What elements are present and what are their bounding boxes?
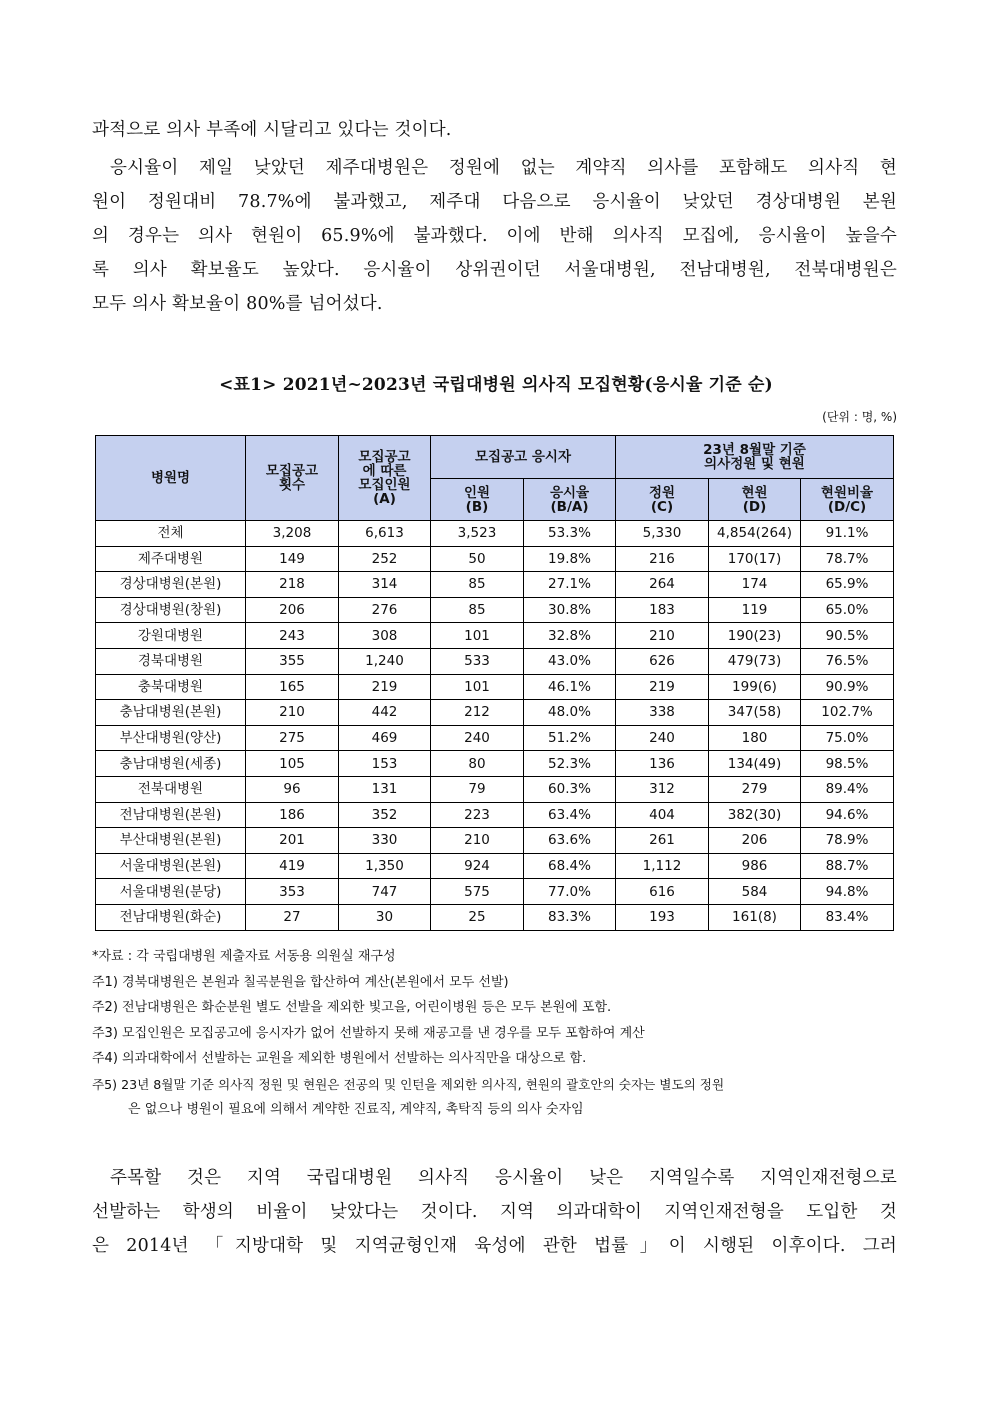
cell-ratio: 98.5% (801, 751, 894, 777)
cell-applicants: 212 (431, 700, 524, 726)
cell-rate: 51.2% (524, 725, 616, 751)
cell-quota: 210 (616, 623, 709, 649)
table-row (96, 521, 894, 547)
cell-recruits: 308 (339, 623, 431, 649)
note-5-continued: 은 없으나 병원이 필요에 의해서 계약한 진료직, 계약직, 촉탁직 등의 의사 숫자임 (128, 1102, 584, 1117)
cell-recruits: 330 (339, 828, 431, 854)
cell-applicants: 85 (431, 597, 524, 623)
cell-hospital: 전남대병원(화순) (96, 904, 246, 930)
cell-rate: 83.3% (524, 904, 616, 930)
header-current: 현원 (D) (709, 479, 801, 521)
cell-count: 149 (246, 546, 339, 572)
intro-paragraph-2 (92, 151, 897, 321)
cell-count: 243 (246, 623, 339, 649)
cell-rate: 27.1% (524, 572, 616, 598)
paragraph-line: 주목할 것은 지역 국립대병원 의사직 응시율이 낮은 지역일수록 지역인재전형으로 (110, 1168, 897, 1188)
cell-rate: 32.8% (524, 623, 616, 649)
cell-recruits: 30 (339, 904, 431, 930)
cell-current: 134(49) (709, 751, 801, 777)
cell-rate: 68.4% (524, 853, 616, 879)
cell-hospital: 경북대병원 (96, 648, 246, 674)
cell-quota: 404 (616, 802, 709, 828)
cell-quota: 1,112 (616, 853, 709, 879)
cell-ratio: 94.8% (801, 879, 894, 905)
cell-applicants: 25 (431, 904, 524, 930)
table-row (96, 751, 894, 777)
cell-current: 161(8) (709, 904, 801, 930)
cell-current: 479(73) (709, 648, 801, 674)
cell-applicants: 50 (431, 546, 524, 572)
note-1: 주1) 경북대병원은 본원과 칠곡분원을 합산하여 계산(본원에서 모두 선발) (92, 974, 509, 990)
table-row (96, 828, 894, 854)
cell-count: 419 (246, 853, 339, 879)
cell-applicants: 3,523 (431, 521, 524, 547)
table-row (96, 674, 894, 700)
cell-rate: 48.0% (524, 700, 616, 726)
cell-applicants: 924 (431, 853, 524, 879)
header-quota: 정원 (C) (616, 479, 709, 521)
cell-current: 347(58) (709, 700, 801, 726)
cell-count: 206 (246, 597, 339, 623)
cell-ratio: 90.9% (801, 674, 894, 700)
cell-quota: 216 (616, 546, 709, 572)
cell-current: 199(6) (709, 674, 801, 700)
cell-current: 4,854(264) (709, 521, 801, 547)
cell-ratio: 88.7% (801, 853, 894, 879)
cell-rate: 43.0% (524, 648, 616, 674)
cell-applicants: 101 (431, 623, 524, 649)
table-row (96, 802, 894, 828)
cell-ratio: 89.4% (801, 776, 894, 802)
cell-hospital: 전북대병원 (96, 776, 246, 802)
cell-count: 355 (246, 648, 339, 674)
note-source: *자료 : 각 국립대병원 제출자료 서동용 의원실 재구성 (92, 949, 396, 964)
note-3: 주3) 모집인원은 모집공고에 응시자가 없어 선발하지 못해 재공고를 낸 경우를 모두 포함하여 계산 (92, 1025, 645, 1041)
cell-applicants: 85 (431, 572, 524, 598)
cell-count: 201 (246, 828, 339, 854)
cell-recruits: 469 (339, 725, 431, 751)
cell-current: 986 (709, 853, 801, 879)
cell-hospital: 서울대병원(본원) (96, 853, 246, 879)
cell-recruits: 276 (339, 597, 431, 623)
closing-paragraph (92, 1161, 897, 1263)
cell-applicants: 101 (431, 674, 524, 700)
intro-paragraph-1 (92, 113, 897, 147)
cell-ratio: 65.0% (801, 597, 894, 623)
cell-rate: 77.0% (524, 879, 616, 905)
cell-count: 218 (246, 572, 339, 598)
cell-hospital: 부산대병원(양산) (96, 725, 246, 751)
cell-rate: 60.3% (524, 776, 616, 802)
cell-ratio: 76.5% (801, 648, 894, 674)
cell-current: 180 (709, 725, 801, 751)
cell-quota: 264 (616, 572, 709, 598)
cell-quota: 626 (616, 648, 709, 674)
cell-quota: 5,330 (616, 521, 709, 547)
table-row (96, 904, 894, 930)
cell-count: 165 (246, 674, 339, 700)
cell-current: 174 (709, 572, 801, 598)
cell-ratio: 65.9% (801, 572, 894, 598)
header-ratio: 현원비율 (D/C) (801, 479, 894, 521)
recruitment-table (95, 435, 894, 931)
paragraph-line: 선발하는 학생의 비율이 낮았다는 것이다. 지역 의과대학이 지역인재전형을 도입한 것 (92, 1202, 897, 1222)
cell-applicants: 240 (431, 725, 524, 751)
cell-recruits: 442 (339, 700, 431, 726)
table-unit-label: (단위 : 명, %) (822, 410, 897, 424)
table-row (96, 623, 894, 649)
note-2: 주2) 전남대병원은 화순분원 별도 선발을 제외한 빛고을, 어린이병원 등은 모두 본원에 포함. (92, 1000, 612, 1015)
cell-current: 584 (709, 879, 801, 905)
cell-current: 190(23) (709, 623, 801, 649)
cell-recruits: 6,613 (339, 521, 431, 547)
paragraph-line: 응시율이 제일 낮았던 제주대병원은 정원에 없는 계약직 의사를 포함해도 의사직 현 (110, 158, 897, 178)
cell-applicants: 80 (431, 751, 524, 777)
note-5: 주5) 23년 8월말 기준 의사직 정원 및 현원은 전공의 및 인턴을 제외한 의사직, 현원의 괄호안의 숫자는 별도의 정원 (92, 1076, 725, 1092)
cell-ratio: 94.6% (801, 802, 894, 828)
note-4: 주4) 의과대학에서 선발하는 교원을 제외한 병원에서 선발하는 의사직만을 대상으로 함. (92, 1051, 587, 1066)
table-notes (92, 944, 902, 1123)
cell-rate: 63.6% (524, 828, 616, 854)
cell-applicants: 575 (431, 879, 524, 905)
table-row (96, 572, 894, 598)
header-applicants: 인원 (B) (431, 479, 524, 521)
cell-count: 275 (246, 725, 339, 751)
cell-ratio: 90.5% (801, 623, 894, 649)
cell-quota: 193 (616, 904, 709, 930)
cell-count: 27 (246, 904, 339, 930)
cell-hospital: 제주대병원 (96, 546, 246, 572)
cell-count: 353 (246, 879, 339, 905)
cell-hospital: 서울대병원(분당) (96, 879, 246, 905)
cell-hospital: 부산대병원(본원) (96, 828, 246, 854)
cell-rate: 46.1% (524, 674, 616, 700)
paragraph-line: 과적으로 의사 부족에 시달리고 있다는 것이다. (92, 120, 452, 140)
cell-rate: 30.8% (524, 597, 616, 623)
cell-quota: 338 (616, 700, 709, 726)
paragraph-line: 의 경우는 의사 현원이 65.9%에 불과했다. 이에 반해 의사직 모집에, 응시율이 높을수 (92, 226, 897, 246)
cell-current: 382(30) (709, 802, 801, 828)
cell-quota: 136 (616, 751, 709, 777)
cell-quota: 312 (616, 776, 709, 802)
paragraph-line: 모두 의사 확보율이 80%를 넘어섰다. (92, 294, 383, 314)
cell-hospital: 전남대병원(본원) (96, 802, 246, 828)
cell-rate: 19.8% (524, 546, 616, 572)
table-row (96, 648, 894, 674)
cell-rate: 63.4% (524, 802, 616, 828)
cell-current: 279 (709, 776, 801, 802)
header-hospital: 병원명 (96, 436, 246, 521)
cell-ratio: 75.0% (801, 725, 894, 751)
table-title: <표1> 2021년~2023년 국립대병원 의사직 모집현황(응시율 기준 순) (219, 375, 773, 395)
cell-current: 206 (709, 828, 801, 854)
cell-quota: 219 (616, 674, 709, 700)
paragraph-line: 원이 정원대비 78.7%에 불과했고, 제주대 다음으로 응시율이 낮았던 경상대병원 본원 (92, 192, 897, 212)
cell-recruits: 1,350 (339, 853, 431, 879)
paragraph-line: 은 2014년 「지방대학 및 지역균형인재 육성에 관한 법률」이 시행된 이후이다. 그러 (92, 1236, 897, 1256)
cell-ratio: 102.7% (801, 700, 894, 726)
cell-rate: 52.3% (524, 751, 616, 777)
table-body (96, 521, 894, 931)
cell-count: 210 (246, 700, 339, 726)
cell-applicants: 79 (431, 776, 524, 802)
cell-ratio: 78.9% (801, 828, 894, 854)
header-staff-group: 23년 8월말 기준 의사정원 및 현원 (616, 436, 894, 479)
cell-quota: 616 (616, 879, 709, 905)
cell-count: 186 (246, 802, 339, 828)
cell-recruits: 352 (339, 802, 431, 828)
cell-recruits: 153 (339, 751, 431, 777)
cell-hospital: 전체 (96, 521, 246, 547)
cell-ratio: 78.7% (801, 546, 894, 572)
cell-applicants: 533 (431, 648, 524, 674)
table-row (96, 776, 894, 802)
table-row (96, 700, 894, 726)
cell-current: 170(17) (709, 546, 801, 572)
cell-recruits: 252 (339, 546, 431, 572)
cell-current: 119 (709, 597, 801, 623)
cell-quota: 183 (616, 597, 709, 623)
cell-count: 105 (246, 751, 339, 777)
cell-hospital: 경상대병원(창원) (96, 597, 246, 623)
header-applicants-group: 모집공고 응시자 (431, 436, 616, 479)
cell-count: 96 (246, 776, 339, 802)
cell-recruits: 314 (339, 572, 431, 598)
cell-applicants: 223 (431, 802, 524, 828)
cell-quota: 261 (616, 828, 709, 854)
cell-count: 3,208 (246, 521, 339, 547)
paragraph-line: 록 의사 확보율도 높았다. 응시율이 상위권이던 서울대병원, 전남대병원, 전북대병원은 (92, 260, 897, 280)
table-row (96, 879, 894, 905)
cell-ratio: 91.1% (801, 521, 894, 547)
cell-recruits: 747 (339, 879, 431, 905)
cell-quota: 240 (616, 725, 709, 751)
cell-ratio: 83.4% (801, 904, 894, 930)
cell-hospital: 충북대병원 (96, 674, 246, 700)
header-count: 모집공고 횟수 (246, 436, 339, 521)
cell-recruits: 219 (339, 674, 431, 700)
cell-recruits: 1,240 (339, 648, 431, 674)
table-row (96, 597, 894, 623)
cell-applicants: 210 (431, 828, 524, 854)
cell-hospital: 강원대병원 (96, 623, 246, 649)
table-row (96, 725, 894, 751)
cell-hospital: 충남대병원(세종) (96, 751, 246, 777)
table-row (96, 853, 894, 879)
cell-hospital: 경상대병원(본원) (96, 572, 246, 598)
cell-recruits: 131 (339, 776, 431, 802)
cell-hospital: 충남대병원(본원) (96, 700, 246, 726)
table-row (96, 546, 894, 572)
header-recruits: 모집공고 에 따른 모집인원 (A) (339, 436, 431, 521)
header-rate: 응시율 (B/A) (524, 479, 616, 521)
cell-rate: 53.3% (524, 521, 616, 547)
